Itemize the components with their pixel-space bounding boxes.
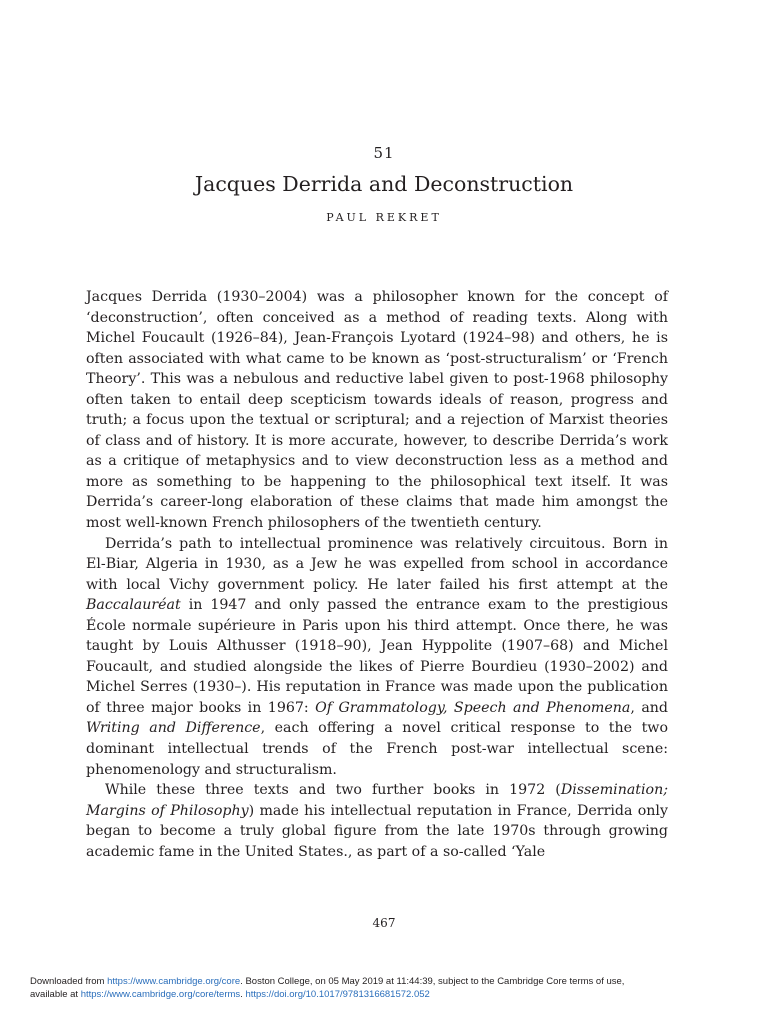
terms-link[interactable]: https://www.cambridge.org/core/terms [80, 989, 241, 1000]
cambridge-core-link[interactable]: https://www.cambridge.org/core [107, 976, 241, 987]
doi-link[interactable]: https://doi.org/10.1017/9781316681572.052 [245, 989, 430, 1000]
paragraph [86, 780, 668, 862]
chapter-title: Jacques Derrida and Deconstruction [194, 172, 574, 196]
paragraph-text: Derrida’s path to intellectual prominence was relatively circuitous. Born in El-Biar, Algeria in 1930, as a Jew he was expelled from school in accordance with local Vichy government policy. He later failed his first attempt at the [86, 535, 668, 593]
paragraph-text: , each offering a novel critical response to the two dominant intellectual trends of the French post-war intellectual scene: phenomenology and structuralism. [86, 720, 668, 778]
page-number: 467 [372, 916, 396, 930]
author-name: PAUL REKRET [326, 211, 442, 224]
italic-title: Dissemination; Margins of Philosophy [86, 782, 668, 819]
download-footer [30, 975, 750, 1001]
footer-text-3: available at [30, 989, 81, 1000]
footer-text-1: Downloaded from [30, 976, 108, 987]
paragraph-text: While these three texts and two further books in 1972 ( [105, 782, 561, 799]
italic-title: Writing and Difference [86, 720, 261, 737]
paragraph-text: Jacques Derrida (1930–2004) was a philosopher known for the concept of ‘deconstruction’, often conceived as a method of reading texts. Along with Michel Foucault (1926–84), Jean-François Lyotard (1924–98) and others, he is often associated with what came to be known as ‘post-structuralism’ or ‘French Theory’. This was a nebulous and reductive label given to post-1968 philosophy often taken to entail deep scepticism towards ideals of reason, progress and truth; a focus upon the textual or scriptural; and a rejection of Marxist theories of class and of history. It is more accurate, however, to describe Derrida’s work as a critique of metaphysics and to view deconstruction less as a method and more as something to be happening to the philosophical text itself. It was Derrida’s career-long elaboration of these claims that made him amongst the most well-known French philosophers of the twentieth century. [86, 289, 668, 532]
body-text [86, 287, 668, 862]
italic-title: Of Grammatology, Speech and Phenomena [315, 699, 631, 716]
paragraph-text: , and [630, 699, 668, 716]
paragraph [86, 534, 668, 781]
footer-text-2: . Boston College, on 05 May 2019 at 11:44:39, subject to the Cambridge Core terms of use, [240, 976, 625, 987]
chapter-number: 51 [373, 144, 395, 162]
paragraph-text: in 1947 and only passed the entrance exam to the prestigious École normale supérieure in Paris upon his third attempt. Once there, he was taught by Louis Althusser (1918–90), Jean Hyppolite (1907–68) and Michel Foucault, and studied alongside the likes of Pierre Bourdieu (1930–2002) and Michel Serres (1930–). His reputation in France was made upon the publication of three major books in 1967: [86, 597, 668, 716]
paragraph [86, 287, 668, 534]
italic-title: Baccalauréat [86, 597, 181, 614]
paragraph-text: ) made his intellectual reputation in France, Derrida only began to become a truly global figure from the late 1970s through growing academic fame in the United States., as part of a so-called ‘Yale [86, 802, 668, 860]
footer-text-4: . [240, 989, 246, 1000]
